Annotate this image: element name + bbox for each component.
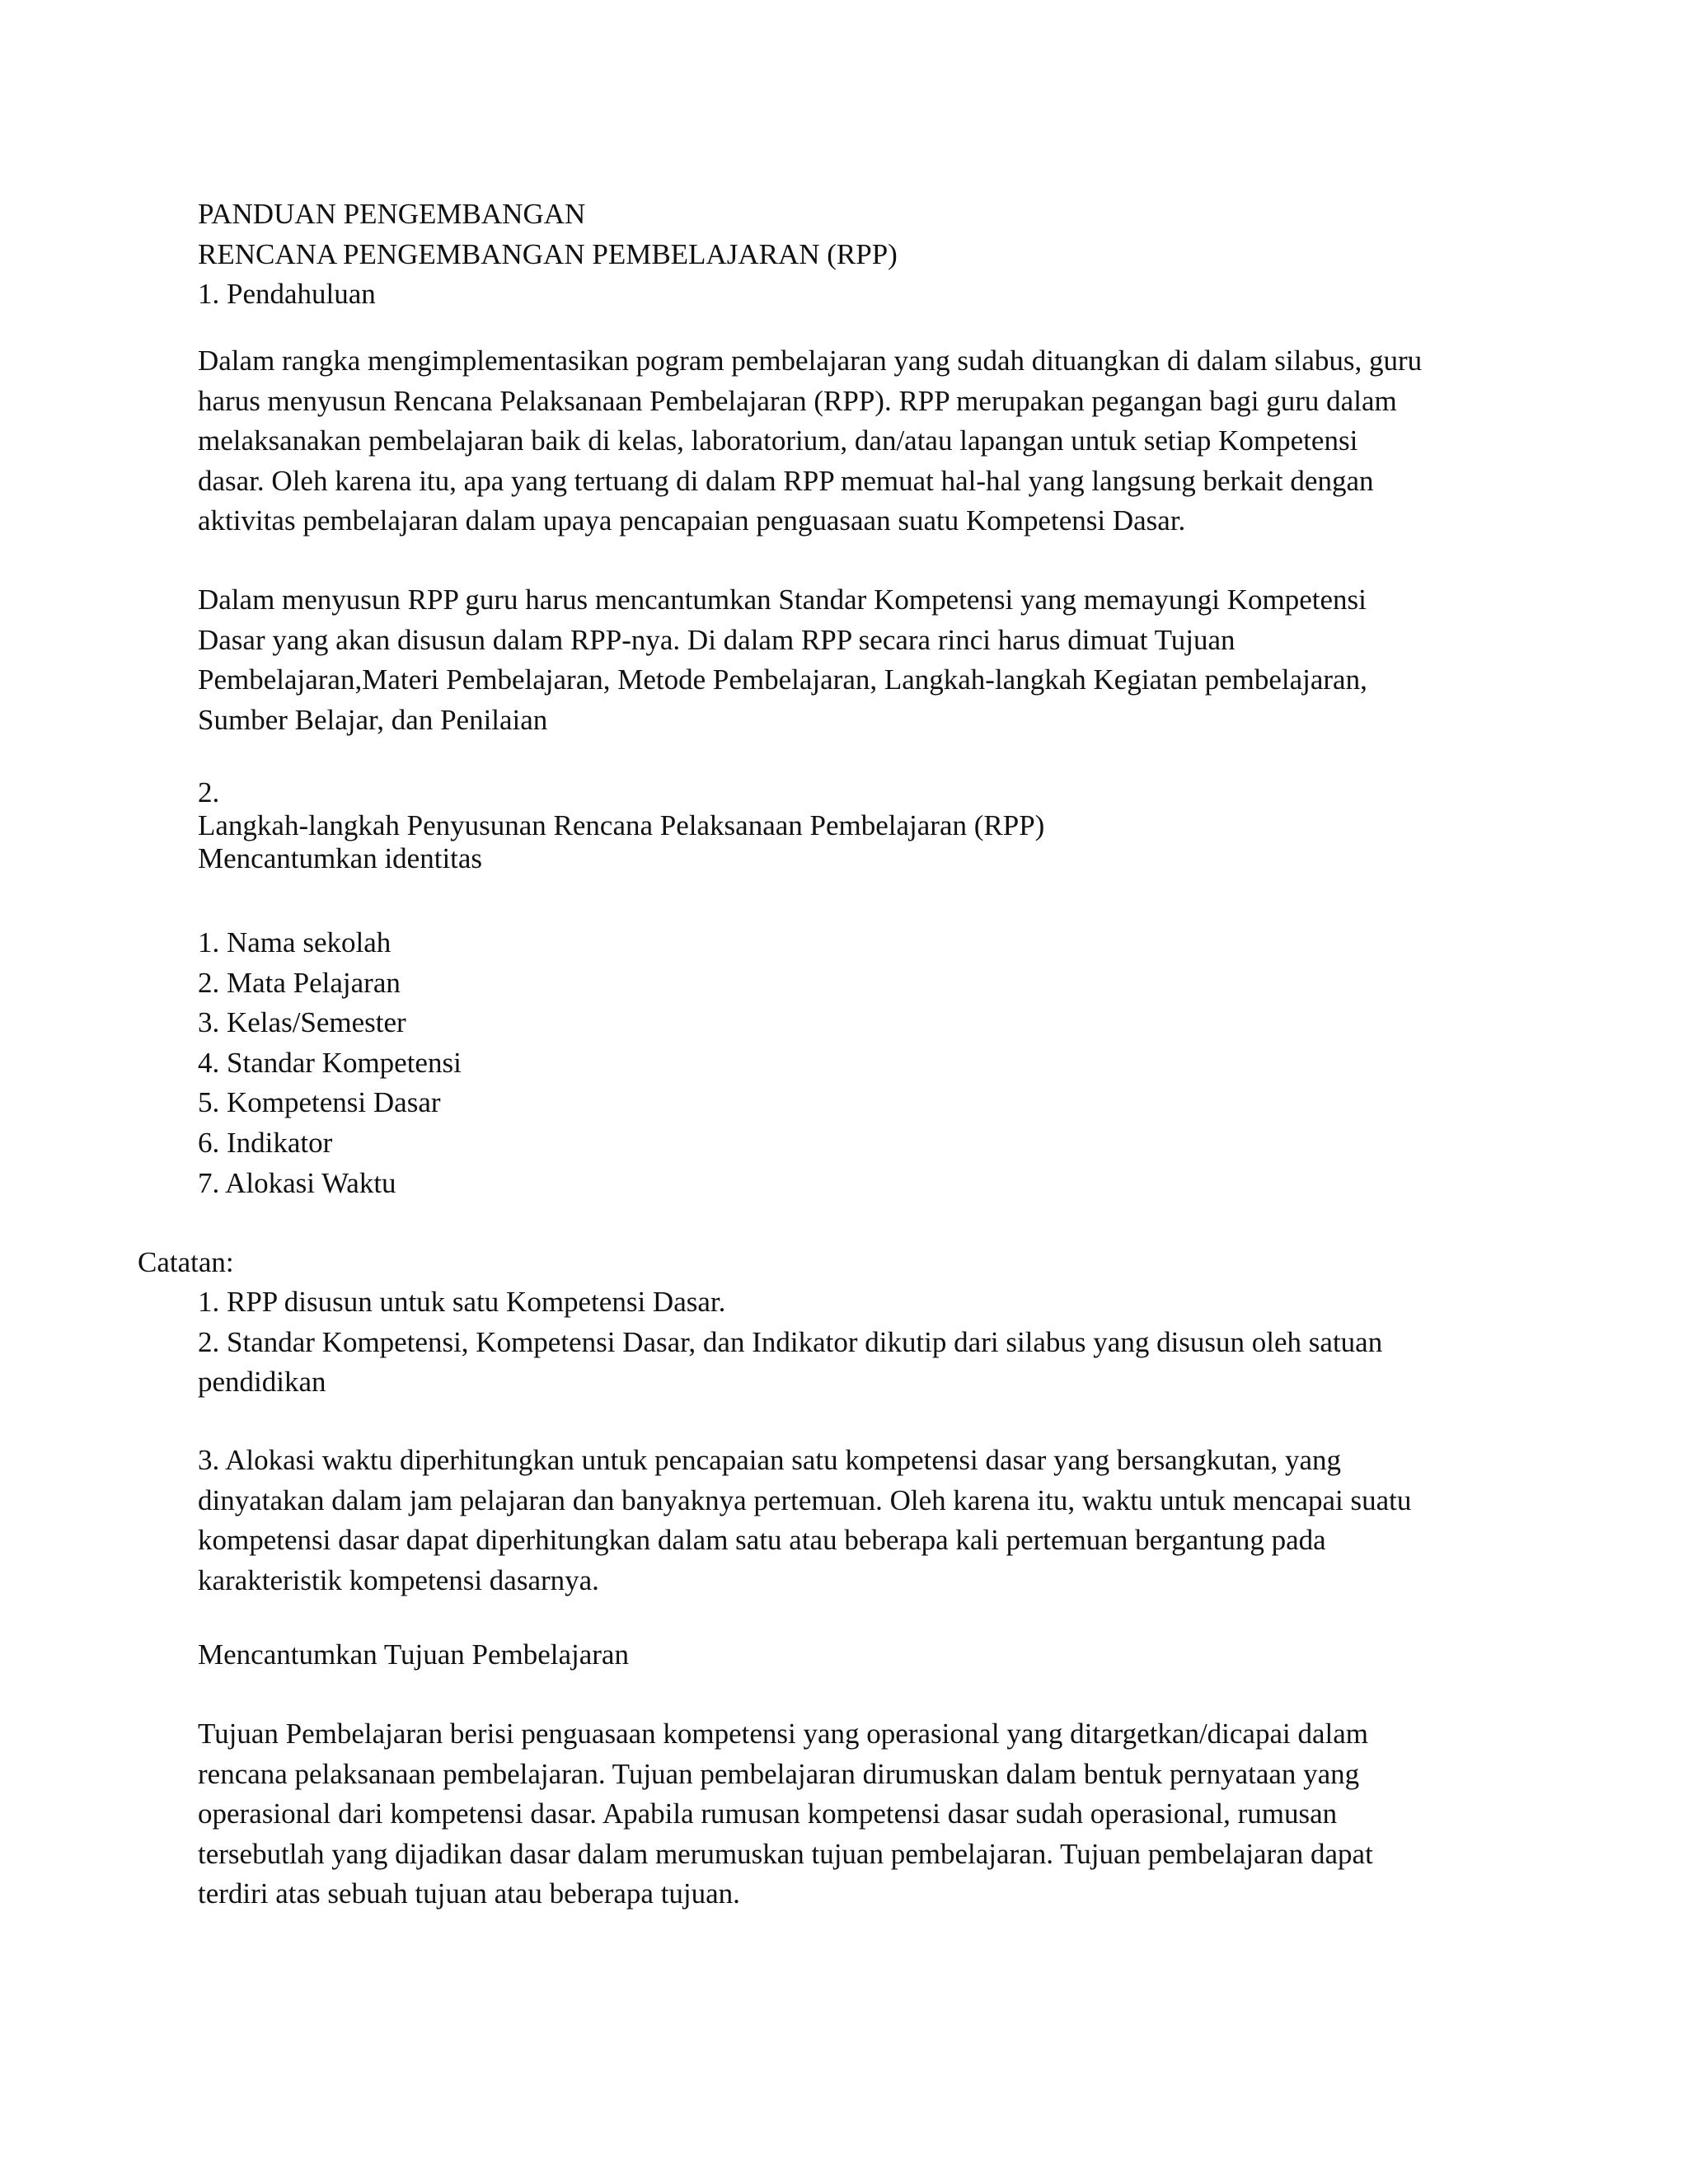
- note-2-line: pendidikan: [198, 1366, 326, 1399]
- note-3-line: kompetensi dasar dapat diperhitungkan dalam satu atau beberapa kali pertemuan bergantung pada: [198, 1524, 1326, 1557]
- notes-label: Catatan:: [138, 1246, 234, 1278]
- section-2-heading: Langkah-langkah Penyusunan Rencana Pelaksanaan Pembelajaran (RPP): [198, 809, 1045, 841]
- paragraph-line: Dalam rangka mengimplementasikan pogram pembelajaran yang sudah dituangkan di dalam silabus, guru: [198, 344, 1423, 377]
- paragraph-line: terdiri atas sebuah tujuan atau beberapa tujuan.: [198, 1877, 740, 1910]
- note-3-line: karakteristik kompetensi dasarnya.: [198, 1563, 599, 1596]
- paragraph-line: Tujuan Pembelajaran berisi penguasaan kompetensi yang operasional yang ditargetkan/dicapai dalam: [198, 1718, 1368, 1750]
- paragraph-line: Dalam menyusun RPP guru harus mencantumkan Standar Kompetensi yang memayungi Kompetensi: [198, 583, 1367, 616]
- list-item: 3. Kelas/Semester: [198, 1006, 406, 1039]
- paragraph-line: Pembelajaran,Materi Pembelajaran, Metode Pembelajaran, Langkah-langkah Kegiatan pembelajaran,: [198, 663, 1367, 696]
- paragraph-line: harus menyusun Rencana Pelaksanaan Pembelajaran (RPP). RPP merupakan pegangan bagi guru dalam: [198, 384, 1397, 417]
- intro-paragraph: [198, 341, 1484, 541]
- requirements-paragraph: [198, 580, 1484, 740]
- list-item: 6. Indikator: [198, 1126, 333, 1159]
- objectives-heading: Mencantumkan Tujuan Pembelajaran: [198, 1638, 629, 1671]
- identity-list: [198, 923, 1484, 1203]
- paragraph-line: aktivitas pembelajaran dalam upaya pencapaian penguasaan suatu Kompetensi Dasar.: [198, 504, 1186, 537]
- objectives-paragraph: [198, 1714, 1484, 1915]
- title-line-1: PANDUAN PENGEMBANGAN: [198, 198, 586, 230]
- list-item: 7. Alokasi Waktu: [198, 1166, 396, 1199]
- note-2-line: 2. Standar Kompetensi, Kompetensi Dasar, dan Indikator dikutip dari silabus yang disusun oleh satuan: [198, 1325, 1383, 1358]
- paragraph-line: Dasar yang akan disusun dalam RPP-nya. Di dalam RPP secara rinci harus dimuat Tujuan: [198, 623, 1236, 656]
- title-line-2: RENCANA PENGEMBANGAN PEMBELAJARAN (RPP): [198, 237, 898, 270]
- paragraph-line: Sumber Belajar, dan Penilaian: [198, 703, 548, 736]
- section-2-header: [198, 776, 1484, 875]
- identity-heading: Mencantumkan identitas: [198, 842, 483, 874]
- paragraph-line: dasar. Oleh karena itu, apa yang tertuang di dalam RPP memuat hal-hal yang langsung berkait dengan: [198, 464, 1374, 497]
- note-3-line: 3. Alokasi waktu diperhitungkan untuk pencapaian satu kompetensi dasar yang bersangkutan, yang: [198, 1444, 1342, 1476]
- document-title: [198, 194, 1484, 315]
- note-3-paragraph: [198, 1441, 1484, 1601]
- paragraph-line: rencana pelaksanaan pembelajaran. Tujuan pembelajaran dirumuskan dalam bentuk pernyataan yang: [198, 1757, 1360, 1790]
- notes-list: [198, 1282, 1484, 1403]
- section-1-heading: 1. Pendahuluan: [198, 278, 376, 311]
- section-2-number: 2.: [198, 776, 220, 808]
- note-1: 1. RPP disusun untuk satu Kompetensi Dasar.: [198, 1286, 726, 1318]
- list-item: 5. Kompetensi Dasar: [198, 1086, 441, 1119]
- paragraph-line: tersebutlah yang dijadikan dasar dalam merumuskan tujuan pembelajaran. Tujuan pembelajaran dapat: [198, 1837, 1373, 1870]
- paragraph-line: melaksanakan pembelajaran baik di kelas, laboratorium, dan/atau lapangan untuk setiap Kompetensi: [198, 424, 1358, 457]
- paragraph-line: operasional dari kompetensi dasar. Apabila rumusan kompetensi dasar sudah operasional, rumusan: [198, 1797, 1338, 1830]
- list-item: 4. Standar Kompetensi: [198, 1046, 462, 1079]
- list-item: 1. Nama sekolah: [198, 926, 392, 958]
- list-item: 2. Mata Pelajaran: [198, 966, 401, 999]
- note-3-line: dinyatakan dalam jam pelajaran dan banyaknya pertemuan. Oleh karena itu, waktu untuk mencapai suatu: [198, 1483, 1412, 1516]
